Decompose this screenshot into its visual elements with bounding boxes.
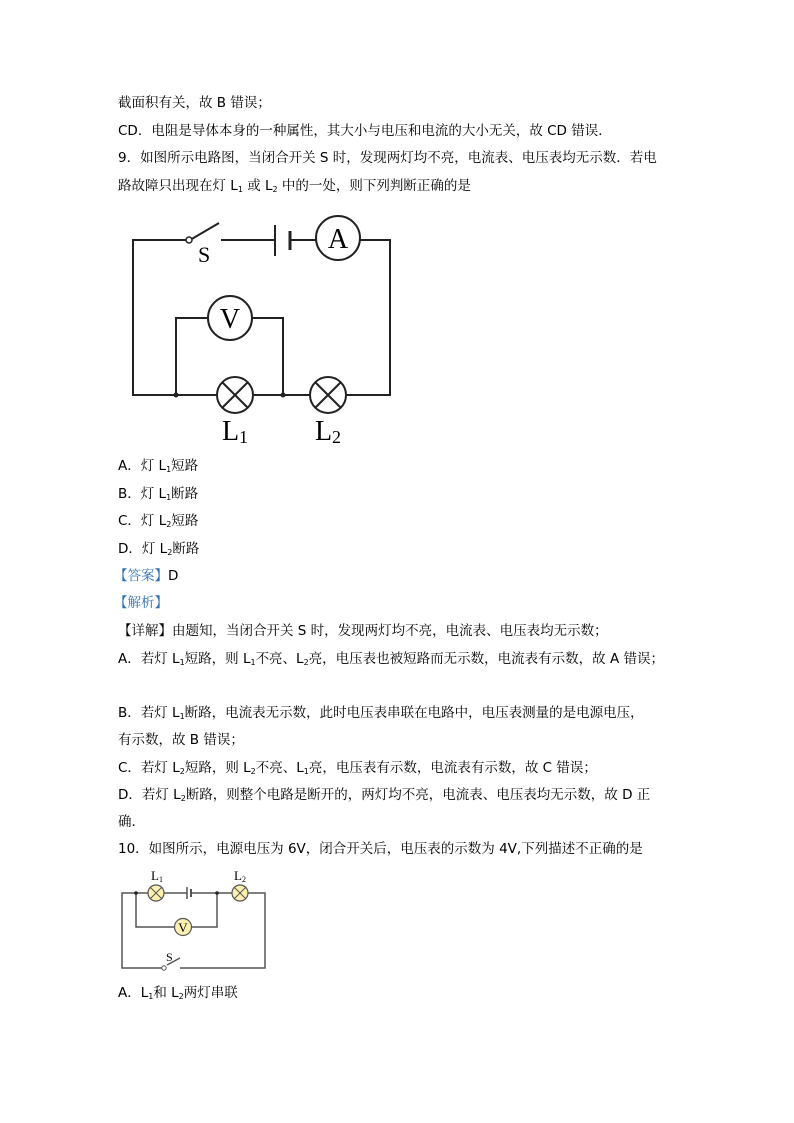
lamp1-sub: 1: [159, 875, 163, 884]
text-segment: 1: [237, 185, 243, 194]
lamp1-sub: 1: [239, 427, 248, 447]
text-segment: A．L: [118, 985, 149, 1001]
text-segment: 截面积有关，故 B 错误；: [118, 95, 271, 111]
text-segment: 2: [250, 767, 256, 776]
voltmeter-label: V: [219, 304, 241, 335]
text-segment: 有示数，故 B 错误；: [118, 732, 244, 748]
text-segment: 1: [166, 493, 172, 502]
text-segment: 1: [250, 658, 256, 667]
lamp1-label: L: [151, 868, 159, 883]
text-segment: 短路: [171, 513, 199, 529]
text-segment: C．若灯 L: [118, 760, 180, 776]
text-segment: 2: [166, 520, 172, 529]
text-segment: A．若灯 L: [118, 651, 180, 667]
text-segment: 短路: [171, 458, 199, 474]
text-segment: 2: [303, 658, 309, 667]
text-segment: 不亮、L: [255, 760, 304, 776]
text-segment: CD．电阻是导体本身的一种属性，其大小与电压和电流的大小无关，故 CD 错误．: [118, 123, 612, 139]
text-segment: 2: [178, 992, 184, 1001]
text-segment: 【答案】: [114, 568, 168, 584]
switch-label: S: [166, 950, 173, 964]
text-segment: 中的一处，则下列判断正确的是: [277, 178, 471, 194]
text-segment: 1: [166, 465, 172, 474]
text-segment: 1: [179, 658, 185, 667]
text-segment: 亮，电压表也被短路而无示数，电流表有示数，故 A 错误；: [308, 651, 665, 667]
text-segment: 1: [148, 992, 154, 1001]
text-segment: D．若灯 L: [118, 787, 181, 803]
lamp1-label: L: [222, 416, 240, 447]
lamp2-sub: 2: [332, 427, 341, 447]
text-segment: A．灯 L: [118, 458, 167, 474]
text-segment: 和 L: [153, 985, 179, 1001]
text-segment: 确．: [118, 814, 145, 830]
text-segment: 1: [179, 712, 185, 721]
text-segment: D: [168, 568, 179, 584]
text-segment: 2: [179, 767, 185, 776]
switch-label: S: [198, 242, 211, 267]
text-segment: 9．如图所示电路图，当闭合开关 S 时，发现两灯均不亮，电流表、电压表均无示数．若电: [118, 150, 657, 166]
text-segment: 断路，电流表无示数，此时电压表串联在电路中，电压表测量的是电源电压，: [184, 705, 644, 721]
text-segment: 断路: [172, 541, 200, 557]
text-segment: 2: [272, 185, 278, 194]
text-segment: 断路，则整个电路是断开的，两灯均不亮，电流表、电压表均无示数，故 D 正: [185, 787, 651, 803]
text-segment: 【详解】由题知，当闭合开关 S 时，发现两灯均不亮，电流表、电压表均无示数；: [118, 623, 608, 639]
text-segment: 2: [180, 794, 186, 803]
text-segment: B．灯 L: [118, 486, 167, 502]
lamp2-sub: 2: [242, 875, 246, 884]
text-segment: 两灯串联: [183, 985, 238, 1001]
text-segment: D．灯 L: [118, 541, 168, 557]
lamp2-label: L: [234, 868, 242, 883]
text-segment: 【解析】: [114, 595, 168, 611]
text-segment: 路故障只出现在灯 L: [118, 178, 238, 194]
ammeter-label: A: [327, 224, 349, 255]
text-segment: 或 L: [242, 178, 273, 194]
text-segment: 断路: [171, 486, 199, 502]
lamp2-label: L: [315, 416, 333, 447]
voltmeter-label: V: [178, 920, 188, 935]
text-segment: 1: [303, 767, 309, 776]
text-segment: 亮，电压表有示数，电流表有示数，故 C 错误；: [308, 760, 597, 776]
text-segment: 10．如图所示，电源电压为 6V，闭合开关后，电压表的示数为 4V,下列描述不正确的是: [118, 841, 643, 857]
text-segment: 短路，则 L: [184, 651, 251, 667]
text-segment: B．若灯 L: [118, 705, 180, 721]
text-segment: 2: [167, 548, 173, 557]
text-segment: 不亮、L: [255, 651, 304, 667]
text-segment: 短路，则 L: [184, 760, 251, 776]
text-segment: C．灯 L: [118, 513, 167, 529]
